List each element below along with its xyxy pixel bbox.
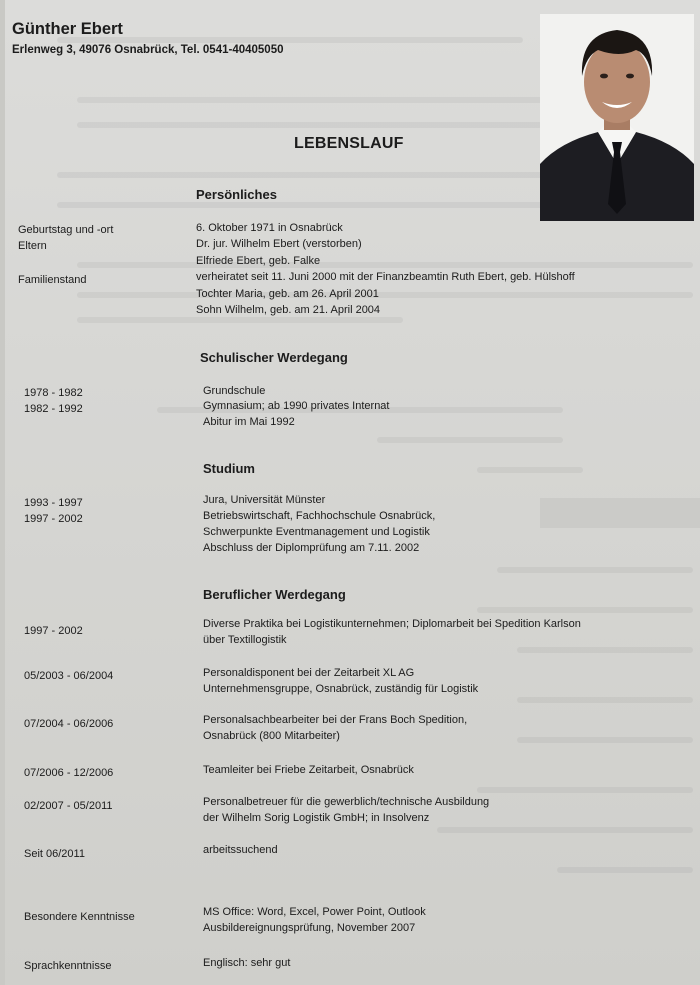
career-date: 02/2007 - 05/2011 [24, 800, 113, 812]
career-date: 07/2004 - 06/2006 [24, 718, 114, 730]
career-entry-line: arbeitssuchend [203, 844, 278, 856]
contact-line: Erlenweg 3, 49076 Osnabrück, Tel. 0541-40405050 [12, 44, 284, 56]
study-entry-line: Abschluss der Diplomprüfung am 7.11. 2002 [203, 542, 420, 554]
career-entry-line: Personaldisponent bei der Zeitarbeit XL AG [203, 667, 415, 679]
study-entry-line: Betriebswirtschaft, Fachhochschule Osnabrück, [203, 510, 436, 522]
career-date: 05/2003 - 06/2004 [24, 670, 114, 682]
skills-line: Ausbildereignungsprüfung, November 2007 [203, 922, 416, 934]
school-entry-line: Abitur im Mai 1992 [203, 416, 295, 428]
school-date: 1978 - 1982 [24, 387, 83, 399]
portrait-icon [540, 14, 694, 221]
career-date: 07/2006 - 12/2006 [24, 767, 114, 779]
label-languages: Sprachkenntnisse [24, 960, 112, 972]
label-special-skills: Besondere Kenntnisse [24, 911, 135, 923]
career-entry-line: Personalbetreuer für die gewerblich/technische Ausbildung [203, 796, 490, 808]
label-parents: Eltern [18, 240, 47, 252]
value-marital-status: verheiratet seit 11. Juni 2000 mit der Finanzbeamtin Ruth Ebert, geb. Hülshoff [196, 271, 575, 283]
school-entry-line: Grundschule [203, 385, 266, 397]
career-entry-line: Teamleiter bei Friebe Zeitarbeit, Osnabrück [203, 764, 414, 776]
career-date: Seit 06/2011 [24, 848, 85, 860]
career-entry-line: über Textillogistik [203, 634, 287, 646]
value-birth: 6. Oktober 1971 in Osnabrück [196, 222, 343, 234]
study-entry-line: Schwerpunkte Eventmanagement und Logistik [203, 526, 430, 538]
school-entry-line: Gymnasium; ab 1990 privates Internat [203, 400, 390, 412]
applicant-name: Günther Ebert [12, 20, 123, 38]
section-heading-career: Beruflicher Werdegang [203, 587, 346, 602]
career-entry-line: Unternehmensgruppe, Osnabrück, zuständig für Logistik [203, 683, 479, 695]
career-entry-line: der Wilhelm Sorig Logistik GmbH; in Insolvenz [203, 812, 430, 824]
career-entry-line: Diverse Praktika bei Logistikunternehmen; Diplomarbeit bei Spedition Karlson [203, 618, 581, 630]
section-heading-personal: Persönliches [196, 187, 277, 202]
career-entry-line: Personalsachbearbeiter bei der Frans Boch Spedition, [203, 714, 468, 726]
languages-value: Englisch: sehr gut [203, 957, 291, 969]
value-child-2: Sohn Wilhelm, geb. am 21. April 2004 [196, 304, 381, 316]
section-heading-study: Studium [203, 461, 255, 476]
value-mother: Elfriede Ebert, geb. Falke [196, 255, 321, 267]
study-date: 1997 - 2002 [24, 513, 83, 525]
career-date: 1997 - 2002 [24, 625, 83, 637]
label-marital-status: Familienstand [18, 274, 87, 286]
section-heading-school: Schulischer Werdegang [200, 350, 348, 365]
portrait-photo [540, 14, 694, 221]
study-date: 1993 - 1997 [24, 497, 83, 509]
skills-line: MS Office: Word, Excel, Power Point, Outlook [203, 906, 426, 918]
career-entry-line: Osnabrück (800 Mitarbeiter) [203, 730, 340, 742]
document-title: LEBENSLAUF [294, 135, 404, 152]
school-date: 1982 - 1992 [24, 403, 83, 415]
value-child-1: Tochter Maria, geb. am 26. April 2001 [196, 288, 379, 300]
value-father: Dr. jur. Wilhelm Ebert (verstorben) [196, 238, 362, 250]
study-entry-line: Jura, Universität Münster [203, 494, 326, 506]
label-birth: Geburtstag und -ort [18, 224, 114, 236]
